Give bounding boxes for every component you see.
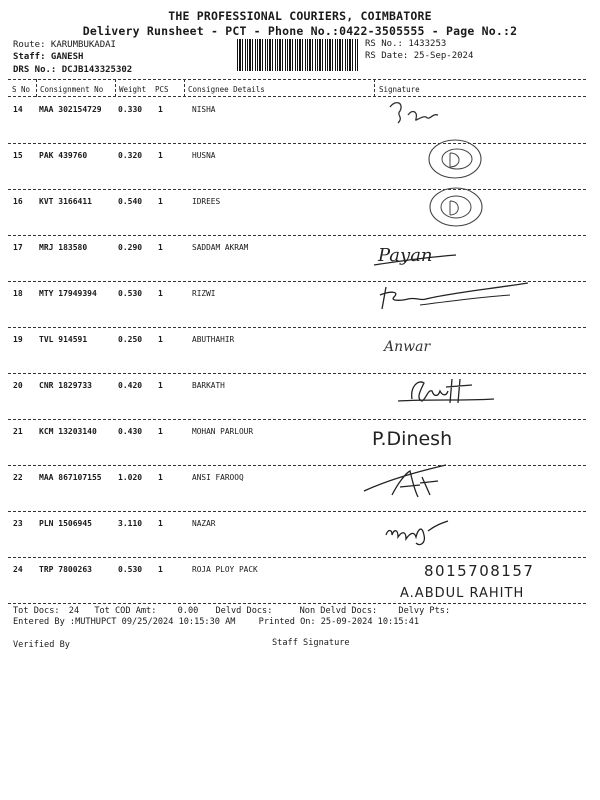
row-pcs: 1 xyxy=(158,105,163,114)
row-weight: 0.420 xyxy=(118,381,143,390)
header-rule-top xyxy=(8,79,586,80)
tot-docs-label: Tot Docs: xyxy=(13,606,60,616)
signature-scribble xyxy=(360,369,590,413)
staff-signature-label: Staff Signature xyxy=(272,638,350,648)
signature-scribble xyxy=(360,93,590,137)
signature-scribble xyxy=(360,507,590,551)
signature-scribble xyxy=(360,231,590,275)
row-consignee: NISHA xyxy=(192,105,216,114)
col-divider xyxy=(184,79,185,97)
row-sno: 21 xyxy=(13,427,23,436)
row-weight: 0.330 xyxy=(118,105,143,114)
rs-number: RS No.: 1433253 xyxy=(365,39,447,49)
printed-on: Printed On: 25-09-2024 10:15:41 xyxy=(258,617,420,627)
row-sno: 18 xyxy=(13,289,23,298)
row-consignee: BARKATH xyxy=(192,381,225,390)
tot-docs-value: 24 xyxy=(68,606,80,616)
svg-text:P.Dinesh: P.Dinesh xyxy=(372,428,453,450)
totals-line xyxy=(13,606,454,616)
row-weight: 0.530 xyxy=(118,565,143,574)
row-pcs: 1 xyxy=(158,335,163,344)
col-header-weight: Weight xyxy=(119,85,147,94)
row-weight: 0.430 xyxy=(118,427,143,436)
row-consignment: PAK 439760 xyxy=(39,151,88,160)
row-pcs: 1 xyxy=(158,565,163,574)
table-row xyxy=(0,561,600,607)
row-consignment: PLN 1506945 xyxy=(39,519,92,528)
row-sno: 20 xyxy=(13,381,23,390)
row-consignee: SADDAM AKRAM xyxy=(192,243,249,252)
row-consignee: IDREES xyxy=(192,197,221,206)
route-label: Route: KARUMBUKADAI xyxy=(13,40,116,50)
signature-scribble xyxy=(360,461,590,505)
row-weight: 0.540 xyxy=(118,197,143,206)
col-header-consignee: Consignee Details xyxy=(188,85,265,94)
row-pcs: 1 xyxy=(158,243,163,252)
row-sno: 24 xyxy=(13,565,23,574)
row-consignment: MRJ 183580 xyxy=(39,243,88,252)
barcode xyxy=(237,39,359,71)
verified-by-label: Verified By xyxy=(13,640,70,650)
svg-text:A.ABDUL RAHITH: A.ABDUL RAHITH xyxy=(400,586,525,601)
col-header-signature: Signature xyxy=(379,85,420,94)
row-consignment: TRP 7800263 xyxy=(39,565,92,574)
row-consignment: KCM 13203140 xyxy=(39,427,97,436)
delvy-pts-label: Delvy Pts: xyxy=(398,606,451,616)
signature-scribble xyxy=(360,139,590,183)
row-consignment: MAA 302154729 xyxy=(39,105,102,114)
tot-cod-label: Tot COD Amt: xyxy=(94,606,157,616)
signature-scribble xyxy=(360,277,590,321)
row-sno: 16 xyxy=(13,197,23,206)
svg-text:Anwar: Anwar xyxy=(384,339,431,355)
row-consignee: ROJA PLOY PACK xyxy=(192,565,258,574)
row-weight: 0.290 xyxy=(118,243,143,252)
row-pcs: 1 xyxy=(158,519,163,528)
row-consignee: ANSI FAROOQ xyxy=(192,473,244,482)
row-consignment: CNR 1829733 xyxy=(39,381,92,390)
col-header-consignment: Consignment No xyxy=(40,85,104,94)
row-weight: 0.530 xyxy=(118,289,143,298)
staff-label: Staff: GANESH xyxy=(13,52,84,62)
row-consignment: TVL 914591 xyxy=(39,335,88,344)
entry-line xyxy=(13,617,423,627)
rs-date: RS Date: 25-Sep-2024 xyxy=(365,51,474,61)
row-sno: 14 xyxy=(13,105,23,114)
delvd-docs-label: Delvd Docs: xyxy=(215,606,273,616)
row-sno: 15 xyxy=(13,151,23,160)
row-consignment: MTY 17949394 xyxy=(39,289,97,298)
row-weight: 1.020 xyxy=(118,473,143,482)
svg-text:8015708157: 8015708157 xyxy=(424,562,535,580)
row-weight: 3.110 xyxy=(118,519,143,528)
row-rule xyxy=(8,557,586,558)
tot-cod-value: 0.00 xyxy=(177,606,199,616)
row-consignment: KVT 3166411 xyxy=(39,197,92,206)
entered-by: Entered By :MUTHUPCT 09/25/2024 10:15:30 AM xyxy=(13,617,236,627)
drs-number: DRS No.: DCJB143325302 xyxy=(13,65,133,75)
row-pcs: 1 xyxy=(158,151,163,160)
row-sno: 17 xyxy=(13,243,23,252)
svg-text:Payan: Payan xyxy=(378,245,433,266)
row-weight: 0.250 xyxy=(118,335,143,344)
signature-scribble xyxy=(360,323,590,367)
row-consignment: MAA 867107155 xyxy=(39,473,102,482)
table-row xyxy=(0,515,600,561)
company-title: THE PROFESSIONAL COURIERS, COIMBATORE xyxy=(168,9,432,23)
row-rule xyxy=(8,603,586,604)
row-consignee: MOHAN PARLOUR xyxy=(192,427,254,436)
row-consignee: HUSNA xyxy=(192,151,216,160)
row-sno: 19 xyxy=(13,335,23,344)
row-sno: 22 xyxy=(13,473,23,482)
row-pcs: 1 xyxy=(158,427,163,436)
row-weight: 0.320 xyxy=(118,151,143,160)
row-consignee: ABUTHAHIR xyxy=(192,335,235,344)
row-consignee: RIZWI xyxy=(192,289,216,298)
row-consignee: NAZAR xyxy=(192,519,216,528)
signature-scribble xyxy=(360,415,590,459)
row-pcs: 1 xyxy=(158,381,163,390)
row-sno: 23 xyxy=(13,519,23,528)
signature-scribble xyxy=(360,185,590,229)
signature-scribble xyxy=(360,559,590,603)
runsheet-subtitle: Delivery Runsheet - PCT - Phone No.:0422-3505555 - Page No.:2 xyxy=(82,24,518,38)
row-pcs: 1 xyxy=(158,473,163,482)
row-pcs: 1 xyxy=(158,289,163,298)
col-header-pcs: PCS xyxy=(155,85,169,94)
non-delvd-docs-label: Non Delvd Docs: xyxy=(299,606,378,616)
col-header-sno: S No xyxy=(12,85,31,94)
col-divider xyxy=(36,79,37,97)
row-pcs: 1 xyxy=(158,197,163,206)
col-divider xyxy=(115,79,116,97)
